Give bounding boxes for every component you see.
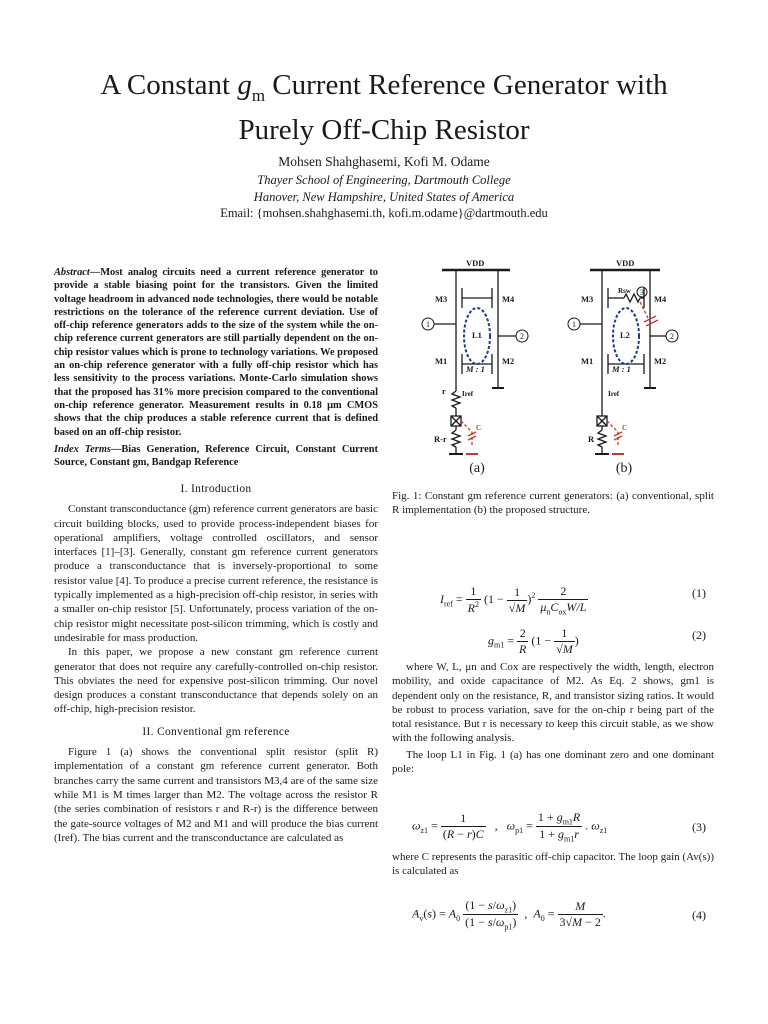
title-line-2: Purely Off-Chip Resistor (238, 113, 530, 146)
right-paragraph-3: where C represents the parasitic off-chip capacitor. The loop gain (Av(s)) is calculated as (392, 851, 714, 878)
m4-label-a: M4 (502, 294, 515, 304)
intro-heading: I. Introduction (180, 483, 252, 495)
cap-label-a: C (476, 424, 482, 432)
ratio-label-b: M : 1 (612, 364, 631, 374)
vdd-label-b: VDD (616, 258, 635, 268)
m3-label-a: M3 (435, 294, 448, 304)
left-column (54, 482, 378, 845)
node-1-b: 1 (572, 320, 576, 329)
abstract-label: Abstract (54, 267, 90, 278)
m4-label-b: M4 (654, 294, 667, 304)
figure-1-schematic (404, 256, 704, 478)
r-small-label: r (442, 386, 446, 396)
right-paragraph-2: The loop L1 in Fig. 1 (a) has one dominant zero and one dominant pole: (392, 748, 714, 776)
equation-4: $A_v(s) = A_0$ $\frac{(1 - s/\omega_{z1})}{(1 - s/\omega_{p1})}$ , $A_0$ = $\frac{M}{3√M - 2}$ . (4) (412, 898, 706, 932)
paper-title (40, 68, 728, 148)
m1-label-b: M1 (581, 356, 594, 366)
eq-4-number: (4) (692, 908, 706, 922)
m1-label-a: M1 (435, 356, 448, 366)
intro-paragraph-1: Constant transconductance (gm) reference current generators are basic circuit building blocks, used to provide process-independent biases for operational amplifiers, voltage controlled oscillators, and sensor interfaces [1]–[3]. Generally, constant gm reference current generators produce a transconductance that is inversely-proportional to some resistor value [4]. To produce a precise current reference, the resistance is typically implemented as a high-precision off-chip resistor, in series with a smaller on-chip resistor [5]. Unfortunately, process variation of the on-chip resistor might necessitate post-silicon trimming, which is costly and undesirable for mass production. (54, 503, 378, 644)
eq-1-number: (1) (692, 586, 706, 600)
m2-label-a: M2 (502, 356, 515, 366)
node-2-a: 2 (520, 332, 524, 341)
index-terms-label: Index Terms (54, 444, 111, 455)
conv-heading: II. Conventional gm reference (142, 725, 290, 738)
equation-2: $g_{m1}$ = $\frac{2}{R}$ (1 − $\frac{1}{√M}$ ) (2) (488, 626, 706, 656)
vdd-label-a: VDD (466, 258, 485, 268)
eq-2-number: (2) (692, 628, 706, 642)
subfigure-b-label: (b) (615, 461, 633, 476)
m3-label-b: M3 (581, 294, 594, 304)
abstract-text: —Most analog circuits need a current reference generator to provide a stable biasing point for the transistors. Given the limited voltage headroom in advanced node technologies, there would be notable restrictions on the tolerance of the reference current deviation. Use of off-chip reference generators adds to the size of the system while the on-chip reference current generators are still partially dependent on the on-chip resistor values which is prone to technology variations. We proposed an on-chip reference generator with a fully off-chip resistor which has less sensitivity to the process variations. Monte-Carlo simulation shows that the proposed has 31% more precision compared to the conventional on-chip reference generator. Measurement results in 0.18 μm CMOS shows that the chip produces a stable reference current that is defined based on an off-chip resistor. (54, 267, 378, 438)
iref-label-b: Iref (608, 390, 620, 398)
index-terms (54, 443, 378, 470)
subfigure-a-label: (a) (469, 461, 485, 476)
iref-label-a: Iref (462, 390, 474, 398)
email: Email: {mohsen.shahghasemi.th, kofi.m.odame}@dartmouth.edu (220, 206, 548, 220)
right-paragraph-1: where W, L, μn and Cox are respectively the width, length, electron mobility, and oxide capacitance of M2. As Eq. 2 shows, gm1 is dependent only on the resistance, R, and transistor sizing ratios. It would be robust to process variation, save for the on-chip r being part of the total resistance. But r is necessary to keep this circuit stable, as we show with the following analysis. The loop L1 in Fig. 1 (a) has one dominant zero and one dominant pole: (392, 661, 714, 776)
loop-label-a: L1 (472, 330, 482, 340)
rsw-label: Rsw (618, 287, 631, 295)
node-2-b: 2 (670, 332, 674, 341)
eq-3-number: (3) (692, 820, 706, 834)
ratio-label-a: M : 1 (466, 364, 485, 374)
node-1-a: 1 (426, 320, 430, 329)
r-big-label-b: R (588, 434, 595, 444)
affiliation-line-1: Thayer School of Engineering, Dartmouth College (257, 173, 511, 187)
figure-caption: Fig. 1: Constant gm reference current generators: (a) conventional, split R implementation (b) the proposed structure. (392, 490, 714, 517)
r-big-label-a: R-r (434, 434, 447, 444)
m2-label-b: M2 (654, 356, 667, 366)
abstract (54, 266, 378, 439)
node-3-b: 3 (640, 288, 644, 297)
authors: Mohsen Shahghasemi, Kofi M. Odame (278, 154, 490, 169)
title-line-1: A Constant $g_m$ Current Reference Generator with (100, 69, 668, 105)
intro-paragraph-2: In this paper, we propose a new constant gm reference current generator that does not require any carefully-controlled on-chip resistor. This obviates the need for expensive post-silicon trimming. Our novel design produces a constant transconductance that depends solely on an off-chip, high-precision resistor. (54, 646, 378, 716)
loop-label-b: L2 (620, 330, 630, 340)
index-terms-text: —Bias Generation, Reference Circuit, Constant Current Source, Constant gm, Bandgap Reference (54, 444, 378, 469)
equation-1: $I_{ref}$ = $\frac{1}{R^2}$ (1 − $\frac{1}{√M}$ )$^2$ $\frac{2}{\mu_nC_{ox}W/L}$ (1) (440, 584, 706, 617)
affiliation-line-2: Hanover, New Hampshire, United States of America (253, 190, 515, 204)
equation-3: $\omega_{z1}$ = $\frac{1}{(R - r)C}$ , $\omega_{p1}$ = $\frac{1 + g_{m1}R}{1 + g_{m1}r}$ . $\omega_{z1}$ (3) (412, 810, 706, 844)
conv-paragraph-1: Figure 1 (a) shows the conventional split resistor (split R) implementation of a constant gm reference current generator. Both branches carry the same current and transistors M3,4 are of the same size while M1 is M times larger than M2. The voltage across the resistor R (the series combination of resistors r and R-r) is the difference between the gate-source voltages of M2 and M1 and will produce the bias current (Iref). The bias current and the transconductance are calculated as (54, 746, 378, 844)
cap-label-b: C (622, 424, 628, 432)
